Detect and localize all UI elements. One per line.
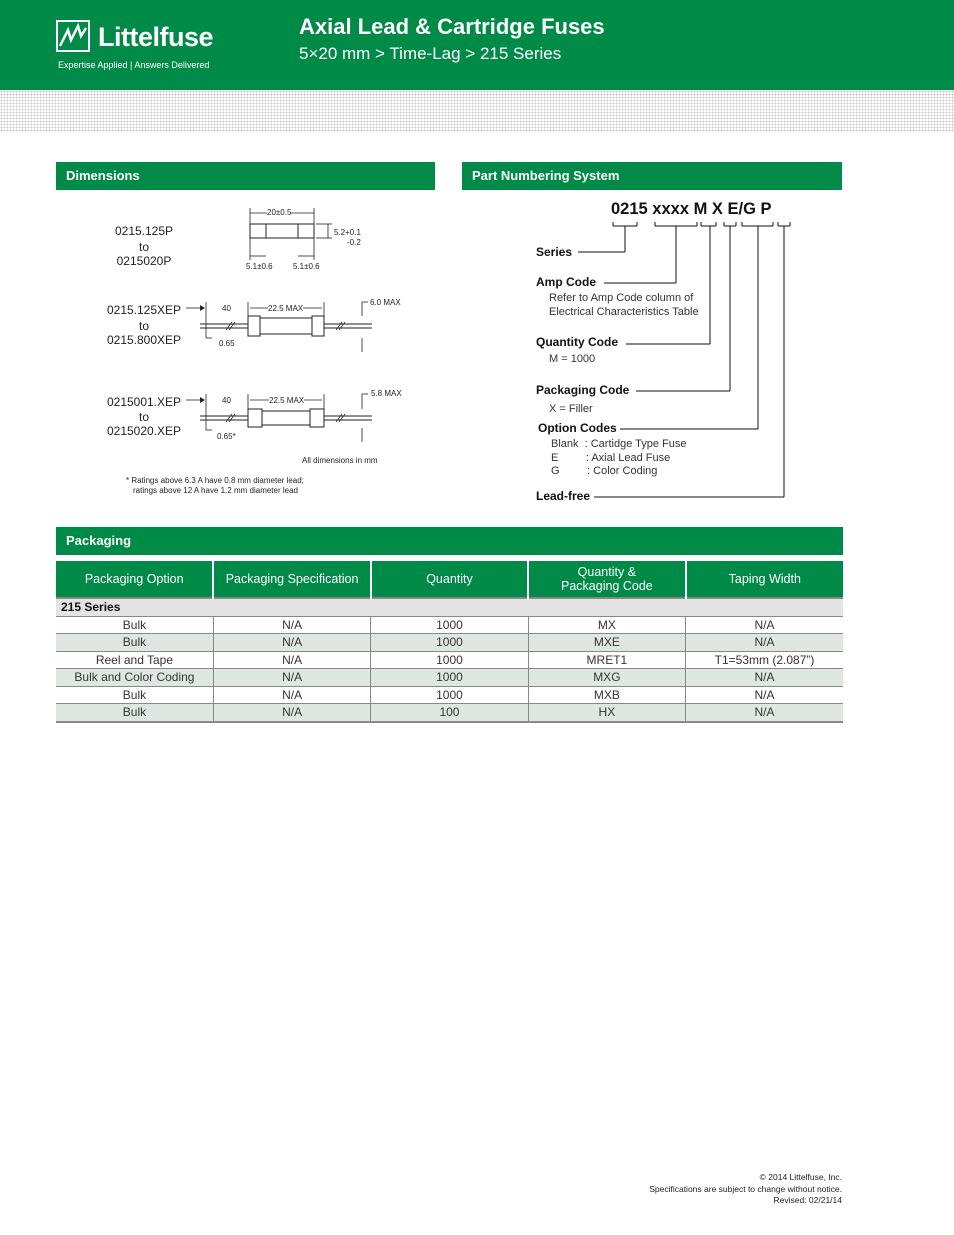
table-cell: N/A	[213, 669, 370, 687]
table-cell: Bulk	[56, 686, 213, 704]
table-cell: 1000	[371, 634, 528, 652]
packaging-heading: Packaging	[56, 527, 843, 555]
table-cell: 1000	[371, 651, 528, 669]
brand-name: Littelfuse	[98, 22, 214, 52]
drawing-3-from: 0215001.XEP	[106, 395, 182, 409]
column-header: Quantity	[371, 561, 528, 598]
table-cell: 1000	[371, 669, 528, 687]
table-row	[56, 616, 843, 634]
table-cell: N/A	[213, 616, 370, 634]
table-cell: N/A	[213, 686, 370, 704]
amp-code-desc-2: Electrical Characteristics Table	[549, 306, 699, 318]
column-header: Packaging Option	[56, 561, 213, 598]
copyright-text: © 2014 Littelfuse, Inc.	[759, 1172, 842, 1182]
drawing-1-cap-left-label: 5.1±0.6	[246, 262, 273, 271]
page-title: Axial Lead & Cartridge Fuses	[299, 14, 605, 39]
table-cell: N/A	[686, 704, 843, 722]
amp-code-desc-1: Refer to Amp Code column of	[549, 292, 694, 304]
table-cell: MXB	[528, 686, 685, 704]
option-codes-label: Option Codes	[538, 421, 617, 435]
drawing-2-body-label: 22.5 MAX	[268, 304, 304, 313]
drawing-3-dia-label: 5.8 MAX	[371, 389, 402, 398]
spec-notice: Specifications are subject to change without notice.	[649, 1183, 842, 1194]
lead-free-label: Lead-free	[536, 489, 591, 503]
table-cell: 1000	[371, 616, 528, 634]
drawing-3-to: to	[138, 410, 149, 424]
part-number-code: 0215 xxxx M X E/G P	[611, 200, 772, 218]
option-code-e: E : Axial Lead Fuse	[551, 452, 671, 464]
table-cell: MXE	[528, 634, 685, 652]
table-row	[56, 669, 843, 687]
table-group-row	[56, 598, 843, 616]
table-cell: MXG	[528, 669, 685, 687]
drawing-3-body-label: 22.5 MAX	[269, 396, 305, 405]
table-cell: N/A	[686, 634, 843, 652]
option-code-blank: Blank : Cartidge Type Fuse	[551, 438, 687, 450]
drawing-1-cap-right-label: 5.1±0.6	[293, 262, 320, 271]
table-row	[56, 686, 843, 704]
table-cell: Reel and Tape	[56, 651, 213, 669]
table-cell: 100	[371, 704, 528, 722]
drawing-2-from: 0215.125XEP	[106, 303, 182, 317]
drawing-3-wire-label: 0.65*	[217, 432, 236, 441]
table-cell: HX	[528, 704, 685, 722]
units-note: All dimensions in mm	[302, 456, 378, 465]
table-cell: N/A	[213, 651, 370, 669]
drawing-1-diameter-label: 5.2+0.1	[334, 228, 361, 237]
drawing-1-to: to	[138, 240, 149, 254]
group-label: 215 Series	[56, 598, 843, 616]
revision-date: Revised: 02/21/14	[773, 1195, 842, 1205]
table-cell: N/A	[686, 616, 843, 634]
table-cell: Bulk and Color Coding	[56, 669, 213, 687]
page-footer	[649, 1172, 842, 1207]
page-header	[0, 0, 954, 90]
table-row	[56, 651, 843, 669]
drawing-2-to: to	[138, 319, 149, 333]
drawing-2-lead-label: 40	[222, 304, 231, 313]
part-numbering-heading: Part Numbering System	[462, 162, 842, 190]
table-cell: N/A	[686, 669, 843, 687]
column-header: Packaging Specification	[213, 561, 370, 598]
littelfuse-logo-icon	[56, 20, 90, 52]
column-header: Quantity & Packaging Code	[528, 561, 685, 598]
drawing-3-lead-label: 40	[222, 396, 231, 405]
table-cell: N/A	[213, 704, 370, 722]
option-code-g: G : Color Coding	[551, 465, 658, 477]
footnote-line-2: ratings above 12 A have 1.2 mm diameter lead	[133, 486, 298, 495]
dotted-band	[0, 90, 954, 132]
table-row	[56, 704, 843, 722]
table-cell: MX	[528, 616, 685, 634]
drawing-2-wire-label: 0.65	[219, 339, 235, 348]
table-cell: N/A	[686, 686, 843, 704]
table-cell: Bulk	[56, 634, 213, 652]
page-subtitle: 5×20 mm > Time-Lag > 215 Series	[299, 44, 562, 63]
table-cell: Bulk	[56, 616, 213, 634]
table-cell: Bulk	[56, 704, 213, 722]
amp-code-label: Amp Code	[536, 275, 596, 289]
brand-tagline: Expertise Applied | Answers Delivered	[58, 60, 210, 70]
drawing-3-end: 0215020.XEP	[106, 424, 182, 438]
drawing-1-length-label: 20±0.5	[267, 208, 292, 217]
table-cell: N/A	[213, 634, 370, 652]
packaging-code-label: Packaging Code	[536, 383, 630, 397]
footnote-line-1: * Ratings above 6.3 A have 0.8 mm diameter lead;	[126, 476, 304, 485]
drawing-1-from: 0215.125P	[114, 224, 174, 238]
drawing-2-dia-label: 6.0 MAX	[370, 298, 401, 307]
table-header-row	[56, 561, 843, 598]
packaging-table	[56, 561, 843, 723]
table-cell: T1=53mm (2.087”)	[686, 651, 843, 669]
drawing-1-end: 0215020P	[116, 254, 172, 268]
quantity-code-desc: M = 1000	[549, 353, 596, 365]
packaging-code-desc: X = Filler	[549, 403, 593, 415]
drawing-2-end: 0215.800XEP	[106, 333, 182, 347]
drawing-1-diameter-minus-label: -0.2	[347, 238, 361, 247]
dimensions-heading: Dimensions	[56, 162, 435, 190]
column-header: Taping Width	[686, 561, 843, 598]
table-cell: MRET1	[528, 651, 685, 669]
quantity-code-label: Quantity Code	[536, 335, 619, 349]
table-row	[56, 634, 843, 652]
table-cell: 1000	[371, 686, 528, 704]
series-label: Series	[536, 245, 573, 259]
